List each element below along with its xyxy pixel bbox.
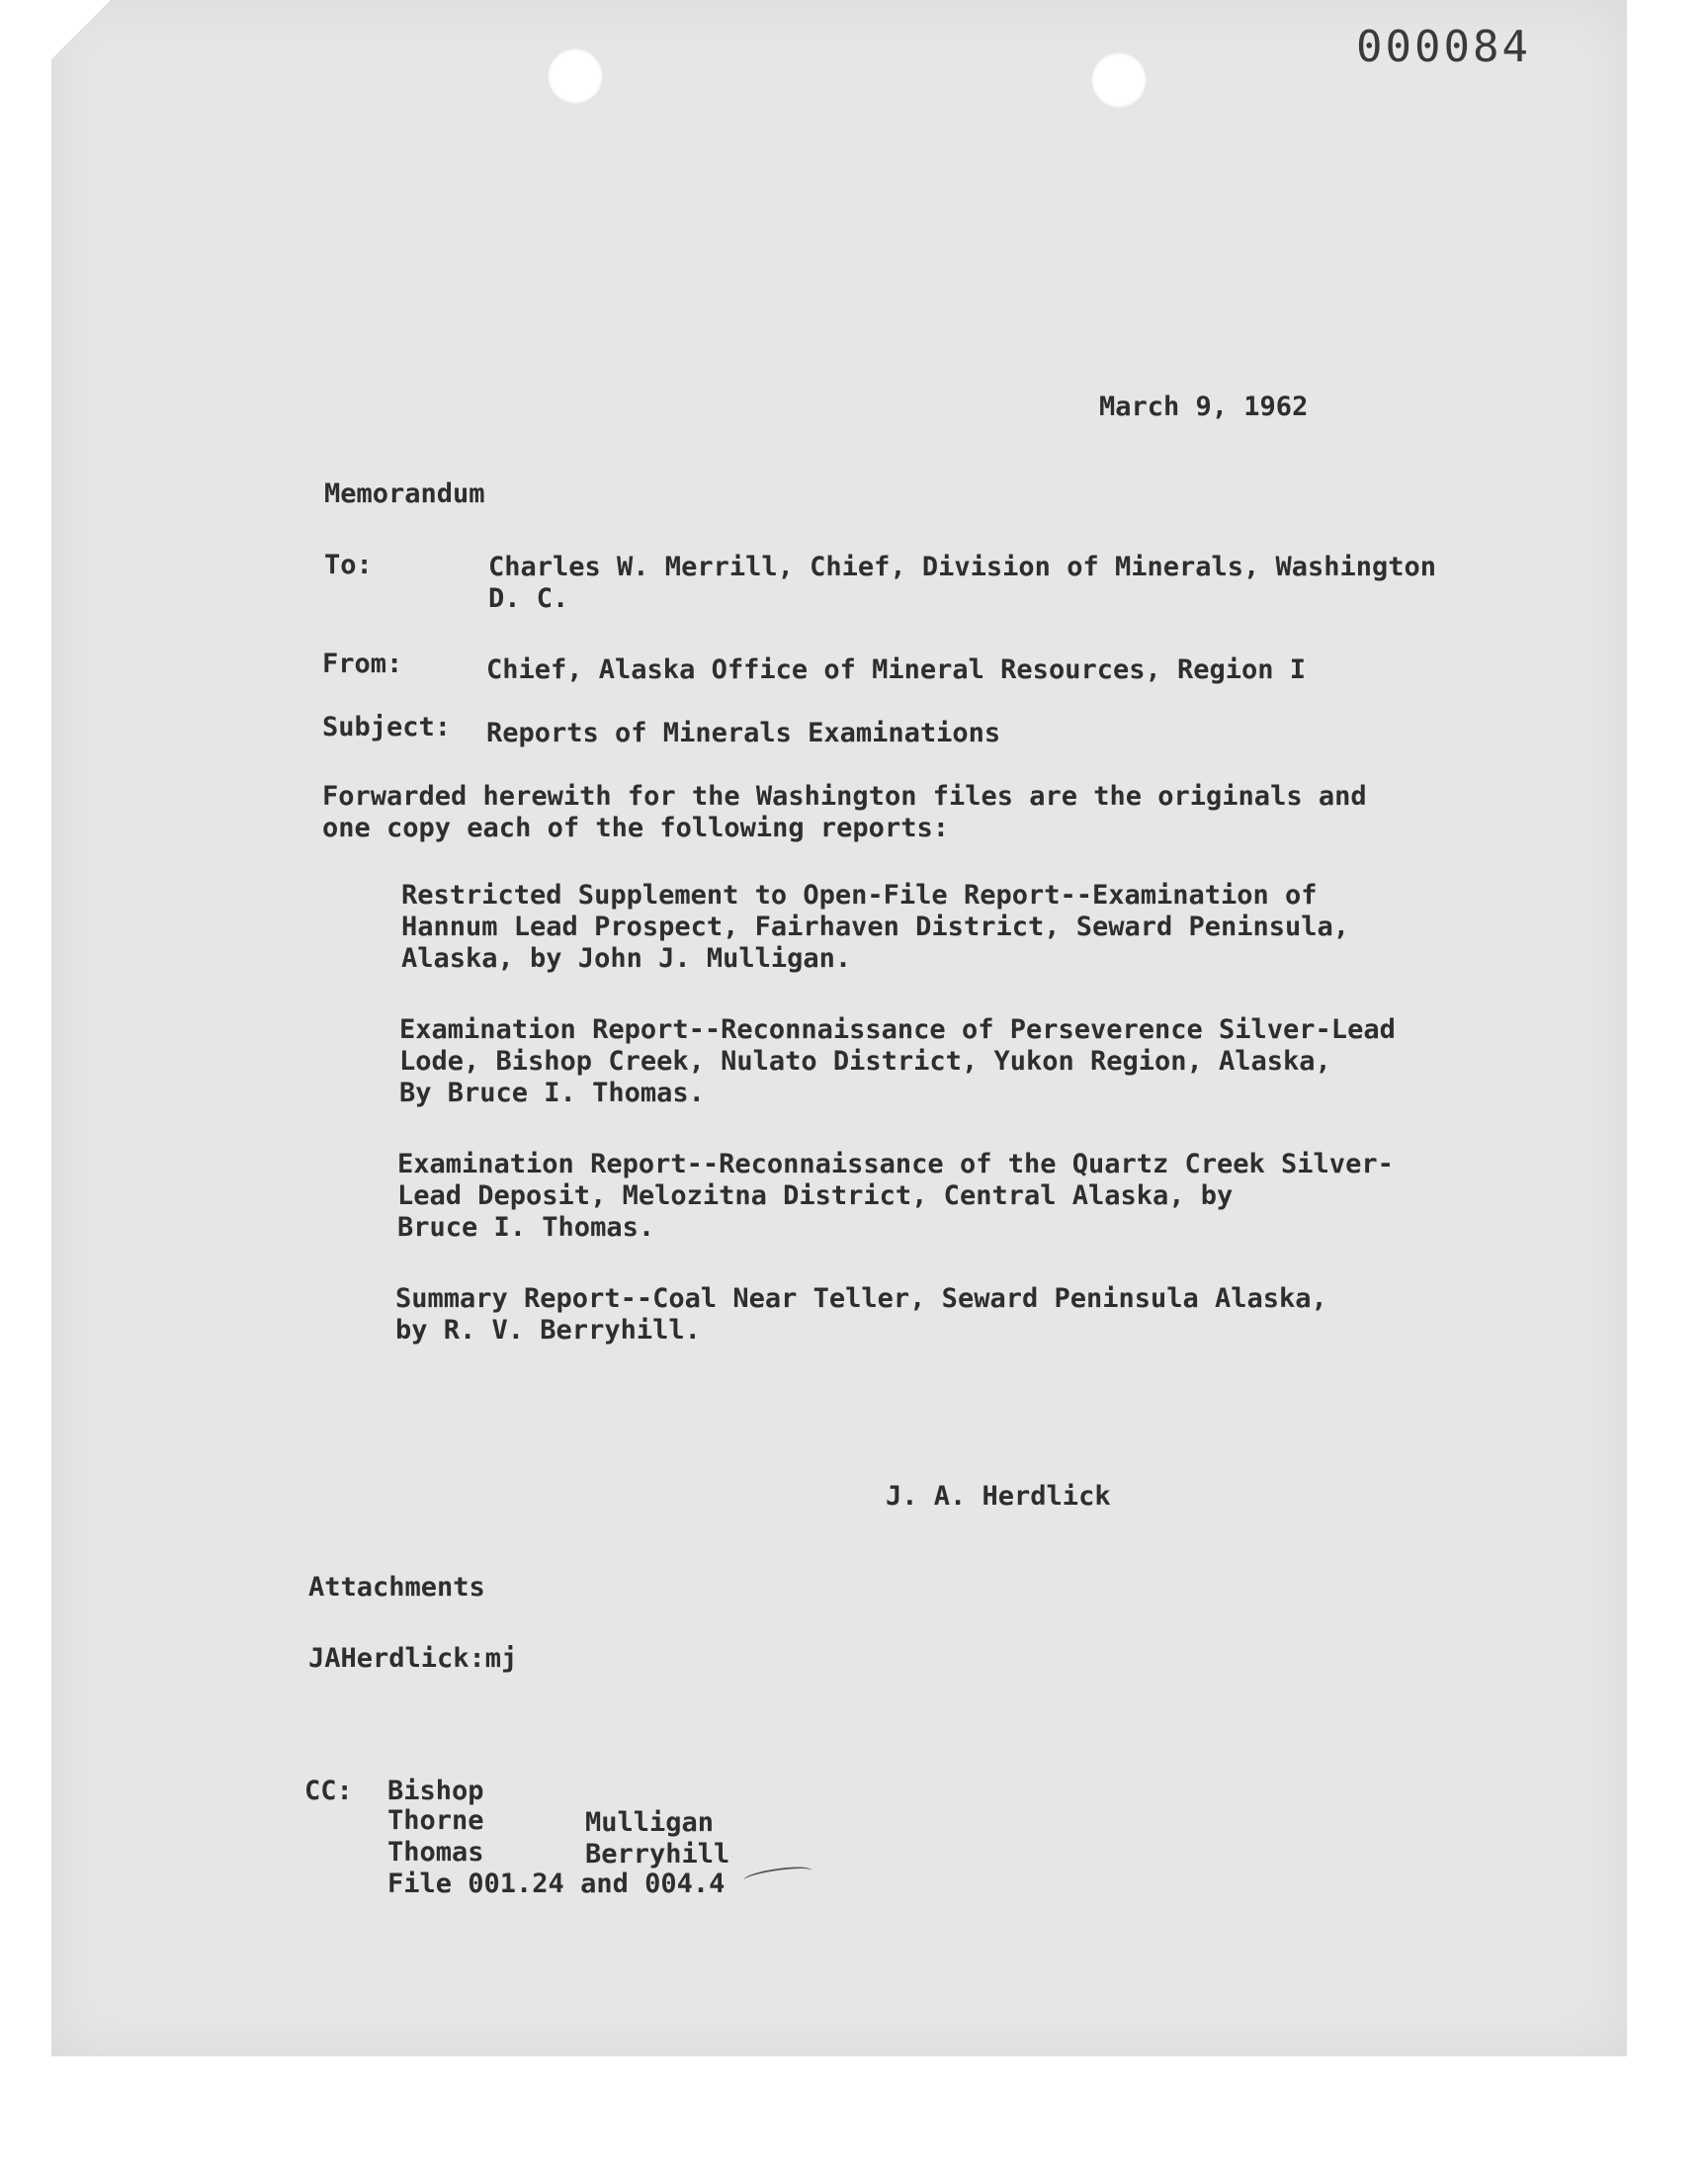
intro-paragraph: Forwarded herewith for the Washington files are the originals and one copy each of the following reports:	[322, 781, 1367, 843]
attachments-label: Attachments	[308, 1572, 485, 1603]
from-label: From:	[322, 649, 403, 679]
cc-recipient: Mulligan	[585, 1807, 715, 1838]
cc-label: CC:	[304, 1776, 353, 1806]
subject-label: Subject:	[322, 712, 452, 742]
memo-type: Memorandum	[324, 478, 485, 509]
page-stamp-number: 000084	[1356, 22, 1531, 72]
cc-recipient: Thorne	[387, 1805, 484, 1836]
memo-date: March 9, 1962	[1099, 392, 1309, 422]
cc-recipient: Bishop	[387, 1776, 484, 1806]
report-item: Restricted Supplement to Open-File Report--Examination of Hannum Lead Prospect, Fairhaven District, Seward Peninsula, Alaska, by John J. Mulligan.	[401, 880, 1350, 974]
to-value: Charles W. Merrill, Chief, Division of Minerals, Washington D. C.	[488, 552, 1437, 614]
subject-value: Reports of Minerals Examinations	[486, 718, 1001, 748]
cc-recipient: Berryhill	[585, 1839, 730, 1870]
punch-hole-left	[547, 47, 604, 105]
report-item: Summary Report--Coal Near Teller, Seward Peninsula Alaska, by R. V. Berryhill.	[395, 1283, 1327, 1346]
to-label: To:	[324, 550, 373, 580]
punch-hole-right	[1090, 51, 1148, 109]
signature-name: J. A. Herdlick	[886, 1481, 1111, 1512]
report-item: Examination Report--Reconnaissance of the Quartz Creek Silver- Lead Deposit, Melozitna District, Central Alaska, by Bruce I. Thomas.	[397, 1149, 1394, 1243]
cc-file-reference: File 001.24 and 004.4	[387, 1869, 726, 1899]
folded-corner	[51, 0, 111, 59]
cc-recipient: Thomas	[387, 1837, 484, 1868]
report-item: Examination Report--Reconnaissance of Perseverence Silver-Lead Lode, Bishop Creek, Nulato District, Yukon Region, Alaska, By Bruce I. Thomas.	[399, 1014, 1396, 1108]
typist-initials: JAHerdlick:mj	[308, 1643, 518, 1674]
from-value: Chief, Alaska Office of Mineral Resources, Region I	[486, 654, 1307, 685]
